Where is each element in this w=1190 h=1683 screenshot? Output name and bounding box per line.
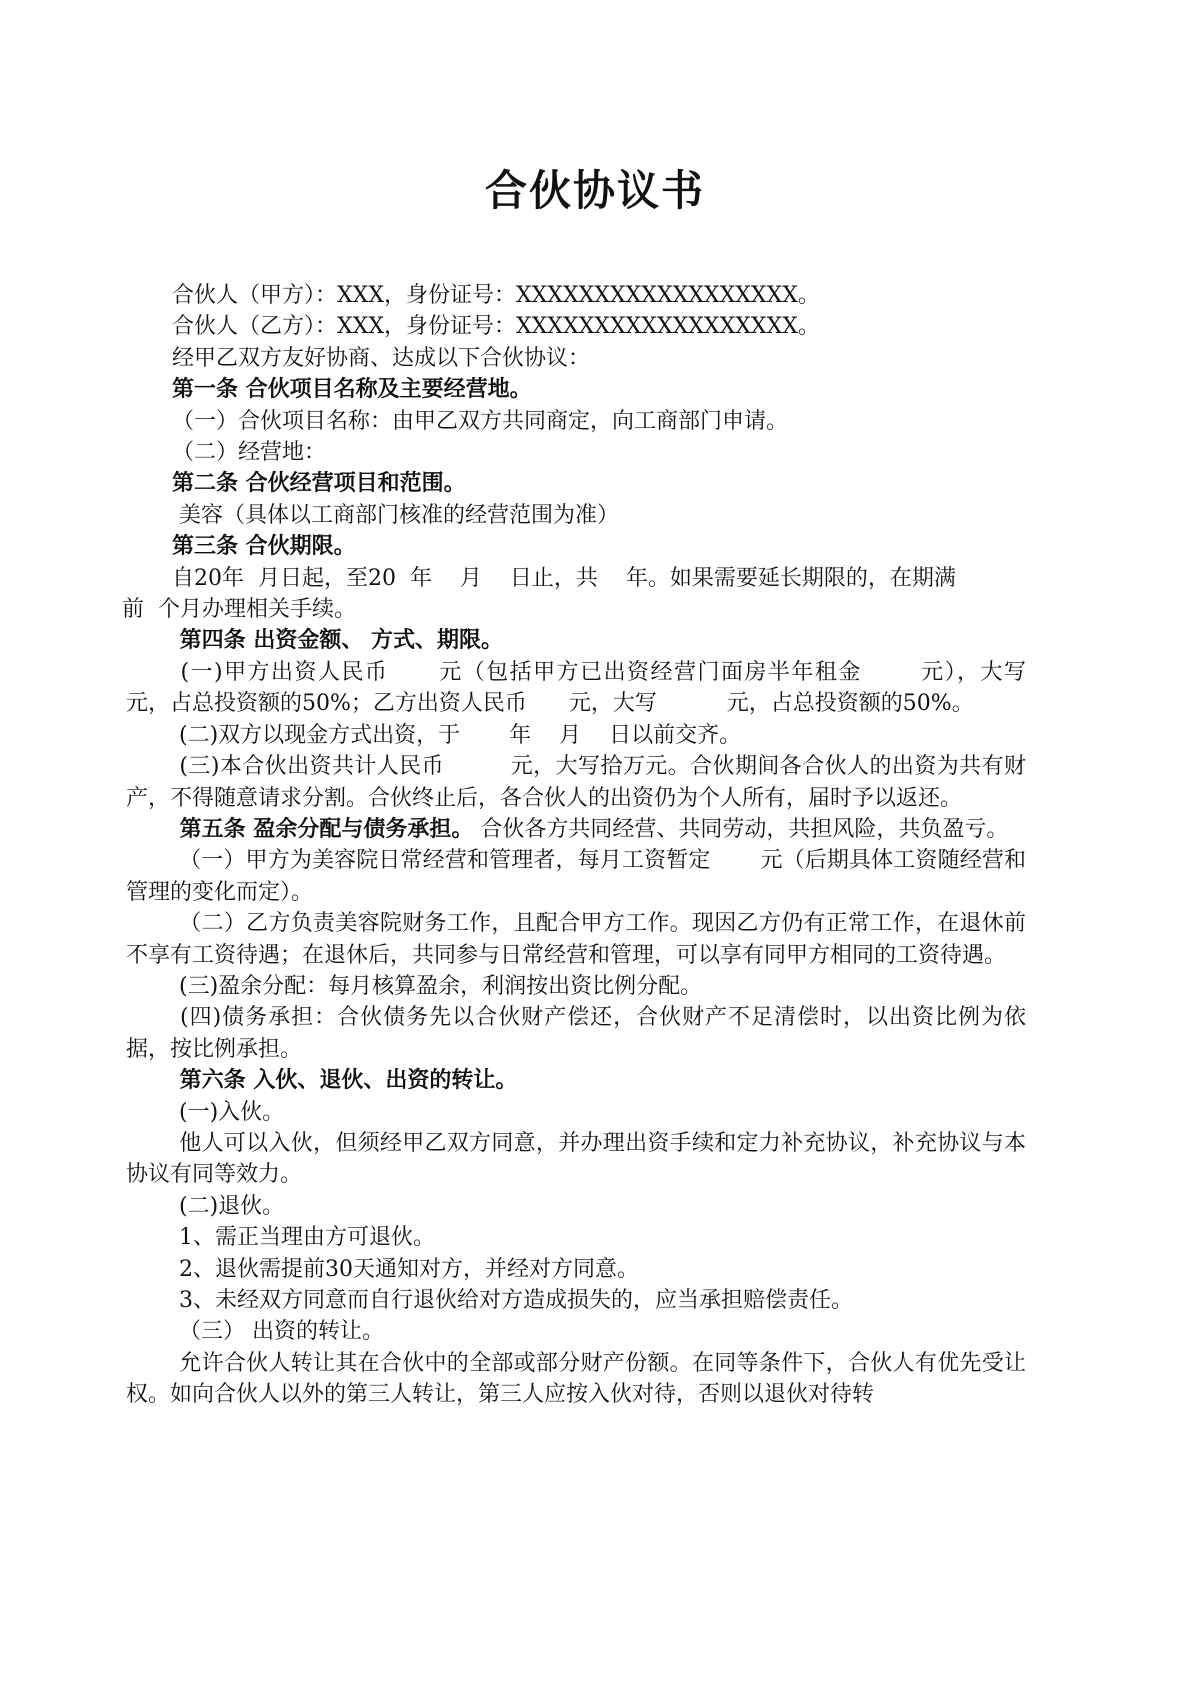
body-paragraph: 合伙人（乙方）：XXX，身份证号：XXXXXXXXXXXXXXXXXX。	[172, 314, 820, 340]
document-body	[122, 280, 1082, 1411]
article-heading: 第二条 合伙经营项目和范围。	[172, 471, 466, 497]
article-heading: 第三条 合伙期限。	[172, 534, 356, 560]
body-paragraph: (二)双方以现金方式出资，于 年 月 日以前交齐。	[172, 722, 742, 748]
body-paragraph: (一)入伙。	[172, 1099, 285, 1125]
body-paragraph: （三） 出资的转让。	[172, 1319, 384, 1345]
article-heading: 第五条 盈余分配与债务承担。	[172, 816, 474, 842]
body-paragraph: 3、未经双方同意而自行退伙给对方造成损失的，应当承担赔偿责任。	[172, 1288, 853, 1313]
article-heading: 第四条 出资金额、 方式、期限。	[172, 628, 503, 654]
body-paragraph: 合伙人（甲方）：XXX，身份证号：XXXXXXXXXXXXXXXXXX。	[172, 283, 820, 308]
body-paragraph: (三)本合伙出资共计人民币 元，大写拾万元。合伙期间各合伙人的出资为共有财产，不得随意请求分割。合伙终止后，各合伙人的出资仍为个人所有，届时予以返还。	[126, 754, 1026, 811]
article-heading: 第一条 合伙项目名称及主要经营地。	[172, 377, 532, 403]
body-paragraph: 自20年 月日起，至20 年 月 日止，共 年。如果需要延长期限的，在期满	[172, 565, 956, 591]
document-title: 合伙协议书	[484, 166, 705, 215]
article-paragraph	[126, 814, 1026, 845]
body-paragraph: (三)盈余分配：每月核算盈余，利润按出资比例分配。	[172, 973, 703, 999]
paragraph-text: 合伙各方共同经营、共同劳动，共担风险，共负盈亏。	[473, 816, 1009, 842]
body-paragraph: （一）合伙项目名称：由甲乙双方共同商定，向工商部门申请。	[172, 408, 789, 434]
body-paragraph: 2、退伙需提前30天通知对方，并经对方同意。	[172, 1256, 639, 1282]
body-paragraph: （一）甲方为美容院日常经营和管理者，每月工资暂定 元（后期具体工资随经营和管理的变化而定）。	[126, 848, 1026, 905]
body-paragraph: (二)退伙。	[172, 1193, 285, 1219]
body-paragraph: 前 个月办理相关手续。	[122, 597, 356, 623]
body-paragraph: （二）乙方负责美容院财务工作，且配合甲方工作。现因乙方仍有正常工作，在退休前不享有工资待遇；在退休后，共同参与日常经营和管理，可以享有同甲方相同的工资待遇。	[126, 911, 1026, 968]
body-paragraph: (四)债务承担：合伙债务先以合伙财产偿还，合伙财产不足清偿时，以出资比例为依据，按比例承担。	[126, 1005, 1027, 1062]
article-heading: 第六条 入伙、退伙、出资的转让。	[172, 1068, 518, 1094]
body-paragraph: 经甲乙双方友好协商、达成以下合伙协议：	[172, 345, 591, 371]
body-paragraph: 1、需正当理由方可退伙。	[172, 1225, 435, 1251]
body-paragraph: （二）经营地：	[172, 440, 327, 466]
body-paragraph: (一)甲方出资人民币 元（包括甲方已出资经营门面房半年租金 元），大写 元，占总投资额的50%；乙方出资人民币 元，大写 元，占总投资额的50%。	[126, 659, 1082, 717]
body-paragraph: 允许合伙人转让其在合伙中的全部或部分财产份额。在同等条件下，合伙人有优先受让权。如向合伙人以外的第三人转让，第三人应按入伙对待，否则以退伙对待转	[126, 1350, 1026, 1408]
body-paragraph: 美容（具体以工商部门核准的经营范围为准）	[172, 502, 620, 528]
body-paragraph: 他人可以入伙，但须经甲乙双方同意，并办理出资手续和定力补充协议，补充协议与本协议有同等效力。	[126, 1130, 1026, 1188]
